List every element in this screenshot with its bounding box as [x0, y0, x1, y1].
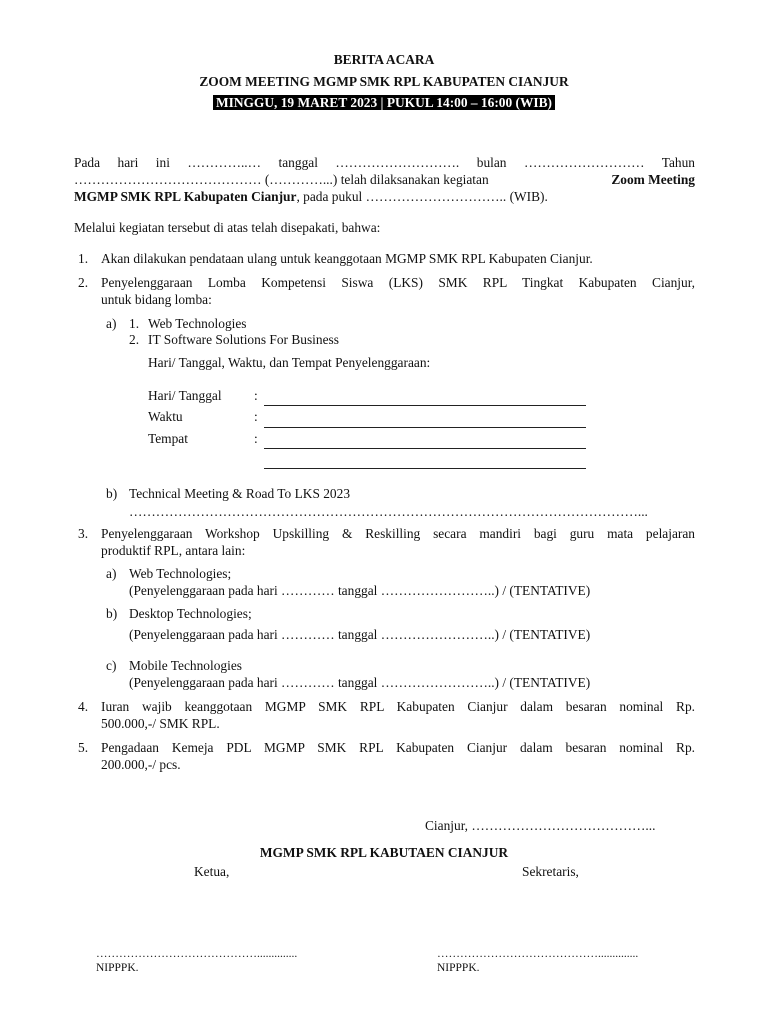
- intro-line-2: [74, 172, 695, 188]
- item-2-a-label: a): [106, 316, 117, 331]
- item-2-b-dots: ……………………………………………………………………………………………………...: [129, 504, 648, 519]
- item-3-b-label: b): [106, 606, 118, 621]
- signature-org: MGMP SMK RPL KABUTAEN CIANJUR: [259, 845, 509, 860]
- item-3-c-title: Mobile Technologies: [129, 658, 242, 673]
- item-2-line-2: untuk bidang lomba:: [101, 292, 212, 307]
- field-place-label: Tempat: [148, 431, 188, 446]
- intro-line-1: Pada hari ini …………..… tanggal ………………………. bulan ……………………… Tahun: [74, 155, 695, 170]
- item-2-number: 2.: [78, 275, 89, 290]
- date-bar-wrapper: [0, 95, 768, 111]
- document-title: BERITA ACARA: [333, 52, 435, 67]
- field-place-colon: :: [254, 431, 258, 446]
- intro-org-name: MGMP SMK RPL Kabupaten Cianjur: [74, 189, 297, 204]
- field-day-line: [264, 405, 586, 406]
- item-5-line-2: 200.000,-/ pcs.: [101, 757, 181, 772]
- item-2-a1-text: Web Technologies: [148, 316, 247, 331]
- item-3-a-title: Web Technologies;: [129, 566, 232, 581]
- field-time-colon: :: [254, 409, 258, 424]
- intro-line-2-text: …………………………………… (…………...) telah dilaksanakan kegiatan: [74, 172, 489, 187]
- item-1-text: Akan dilakukan pendataan ulang untuk keanggotaan MGMP SMK RPL Kabupaten Cianjur.: [101, 251, 593, 266]
- item-3-b-title: Desktop Technologies;: [129, 606, 252, 621]
- field-place-line: [264, 448, 586, 449]
- item-3-a-label: a): [106, 566, 117, 581]
- item-3-c-detail: (Penyelenggaraan pada hari ………… tanggal ……………………..) / (TENTATIVE): [129, 675, 591, 690]
- item-2-a1-number: 1.: [129, 316, 140, 331]
- field-day-colon: :: [254, 388, 258, 403]
- item-2-b-label: b): [106, 486, 118, 501]
- chair-signature-dots: ……………………………………..............: [96, 948, 298, 960]
- agreement-intro: Melalui kegiatan tersebut di atas telah disepakati, bahwa:: [74, 220, 381, 235]
- field-time-line: [264, 427, 586, 428]
- field-place-line-2: [264, 468, 586, 469]
- date-bar: MINGGU, 19 MARET 2023 | PUKUL 14:00 – 16:00 (WIB): [213, 95, 555, 110]
- item-3-line-1: Penyelenggaraan Workshop Upskilling & Reskilling secara mandiri bagi guru mata pelajaran: [101, 526, 695, 541]
- item-3-line-2: produktif RPL, antara lain:: [101, 543, 246, 558]
- secretary-signature-dots: ……………………………………..............: [437, 948, 639, 960]
- item-1-number: 1.: [78, 251, 89, 266]
- secretary-id: NIPPPK.: [437, 962, 480, 974]
- item-3-c-label: c): [106, 658, 117, 673]
- place-date: Cianjur, …………………………………...: [425, 818, 656, 833]
- secretary-role: Sekretaris,: [522, 864, 579, 879]
- field-time-label: Waktu: [148, 409, 183, 424]
- item-2-a2-number: 2.: [129, 332, 140, 347]
- item-5-number: 5.: [78, 740, 89, 755]
- schedule-intro: Hari/ Tanggal, Waktu, dan Tempat Penyelenggaraan:: [148, 355, 431, 370]
- item-2-a2-text: IT Software Solutions For Business: [148, 332, 339, 347]
- item-2-b-text: Technical Meeting & Road To LKS 2023: [129, 486, 351, 501]
- item-4-line-2: 500.000,-/ SMK RPL.: [101, 716, 220, 731]
- item-2-line-1: Penyelenggaraan Lomba Kompetensi Siswa (LKS) SMK RPL Tingkat Kabupaten Cianjur,: [101, 275, 695, 290]
- document-subtitle: ZOOM MEETING MGMP SMK RPL KABUPATEN CIANJUR: [199, 74, 569, 89]
- field-day-label: Hari/ Tanggal: [148, 388, 222, 403]
- intro-time: , pada pukul ………………………….. (WIB).: [296, 189, 548, 204]
- item-4-line-1: Iuran wajib keanggotaan MGMP SMK RPL Kabupaten Cianjur dalam besaran nominal Rp.: [101, 699, 695, 714]
- chair-role: Ketua,: [194, 864, 230, 879]
- intro-activity-name: Zoom Meeting: [611, 172, 695, 187]
- item-3-number: 3.: [78, 526, 89, 541]
- item-3-a-detail: (Penyelenggaraan pada hari ………… tanggal ……………………..) / (TENTATIVE): [129, 583, 591, 598]
- chair-id: NIPPPK.: [96, 962, 139, 974]
- item-4-number: 4.: [78, 699, 89, 714]
- item-5-line-1: Pengadaan Kemeja PDL MGMP SMK RPL Kabupaten Cianjur dalam besaran nominal Rp.: [101, 740, 695, 755]
- intro-line-3: [74, 189, 548, 205]
- item-3-b-detail: (Penyelenggaraan pada hari ………… tanggal ……………………..) / (TENTATIVE): [129, 627, 591, 642]
